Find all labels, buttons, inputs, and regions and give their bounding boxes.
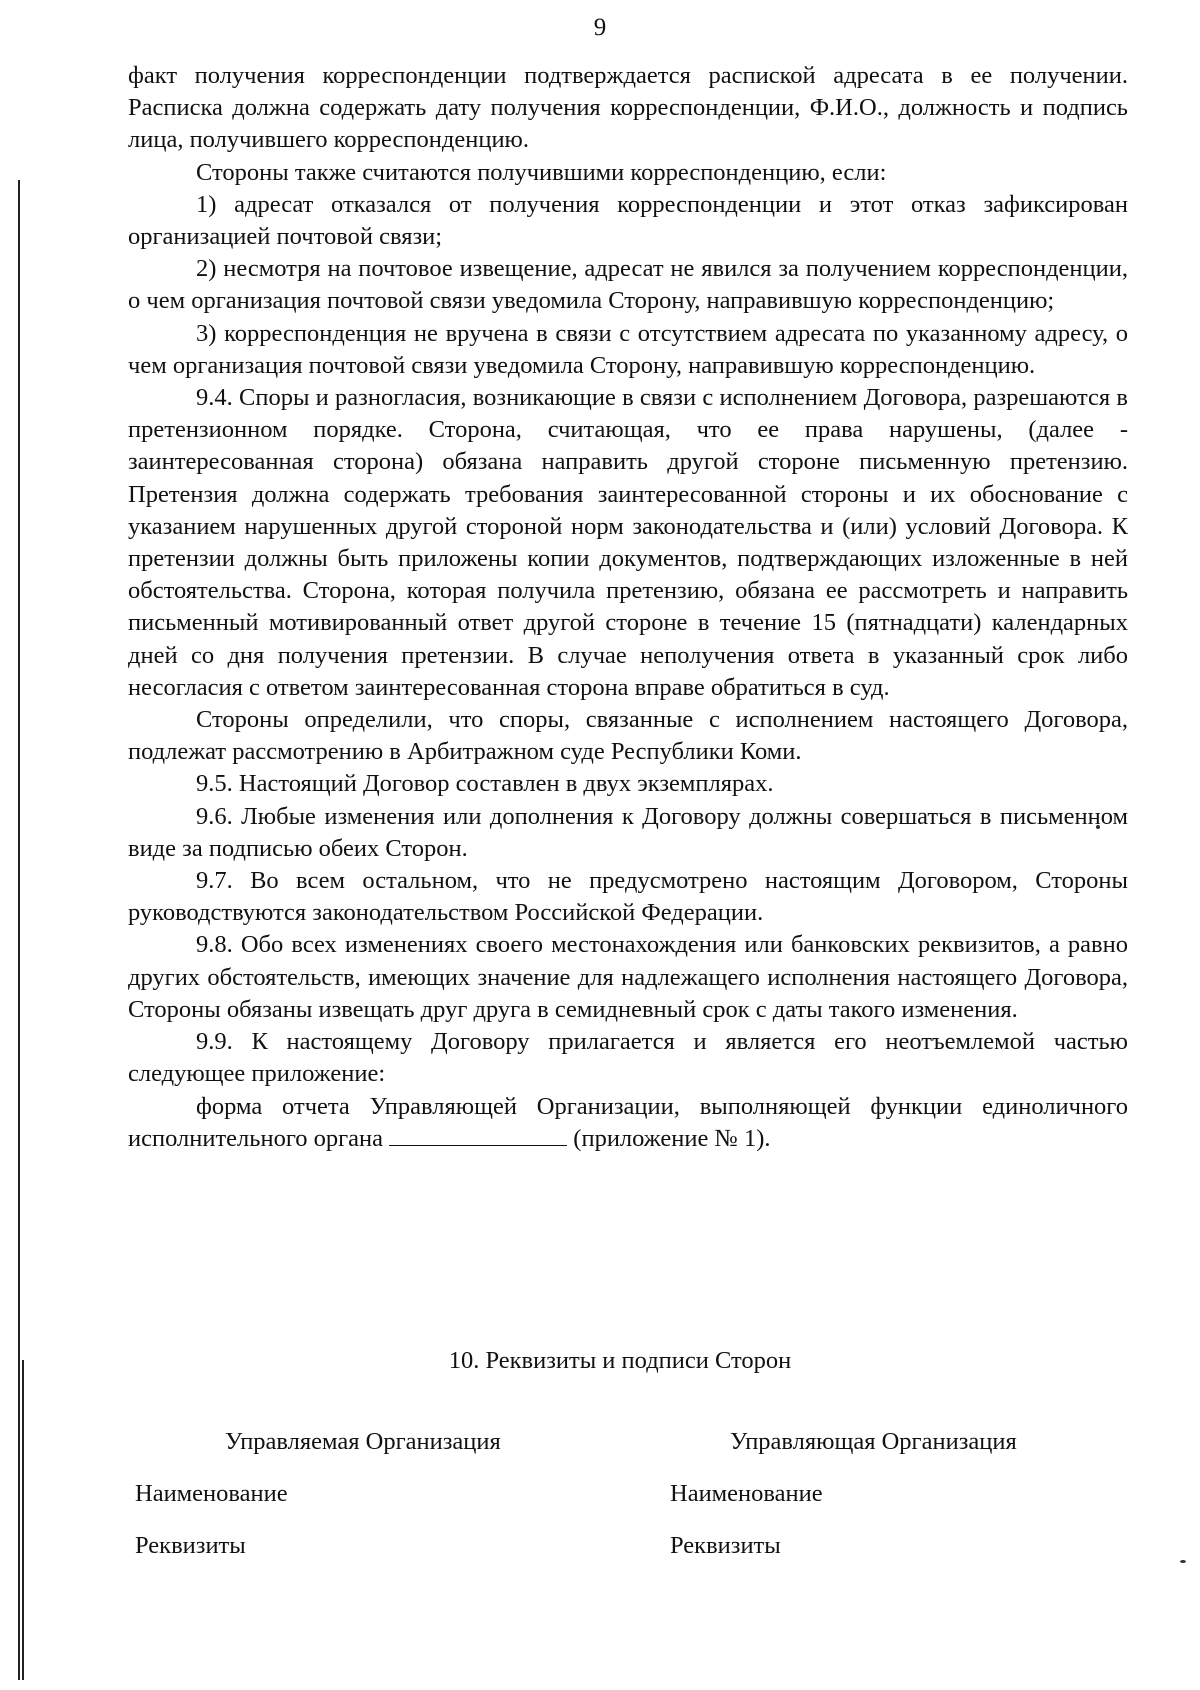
paragraph: 9.4. Споры и разногласия, возникающие в связи с исполнением Договора, разрешаются в претензионном порядке. Сторона, считающая, что ее права нарушены, (далее - заинтересованная сторона) обязана направить другой стороне письменную претензию. Претензия должна содержать требования заинтересованной стороны и их обоснование с указанием нарушенных другой стороной норм законодательства и (или) условий Договора. К претензии должны быть приложены копии документов, подтверждающих изложенные в ней обстоятельства. Сторона, которая получила претензию, обязана ее рассмотреть и направить письменный мотивированный ответ другой стороне в течение 15 (пятнадцати) календарных дней со дня получения претензии. В случае неполучения ответа в указанный срок либо несогласия с ответом заинтересованная сторона вправе обратиться в суд. — [128, 384, 1128, 701]
paragraph: 3) корреспонденция не вручена в связи с отсутствием адресата по указанному адресу, о чем организация почтовой связи уведомила Сторону, направившую корреспонденцию. — [128, 319, 1128, 379]
right-requisites-label: Реквизиты — [670, 1532, 781, 1559]
paragraph: Стороны также считаются получившими корреспонденцию, если: — [196, 158, 887, 186]
left-requisites-label: Реквизиты — [135, 1532, 246, 1559]
paragraph: 9.8. Обо всех изменениях своего местонахождения или банковских реквизитов, а равно других обстоятельств, имеющих значение для надлежащего исполнения настоящего Договора, Стороны обязаны извещать друг друга в семидневный срок с даты такого изменения. — [128, 931, 1128, 1023]
left-name-label: Наименование — [135, 1480, 288, 1507]
right-party-heading: Управляющая Организация — [730, 1428, 1017, 1455]
appendix-text: форма отчета Управляющей Организации, выполняющей функции единоличного исполнительного органа — [128, 1092, 1128, 1152]
paragraph: Стороны определили, что споры, связанные с исполнением настоящего Договора, подлежат рассмотрению в Арбитражном суде Республики Коми. — [128, 706, 1128, 766]
paragraph: 2) несмотря на почтовое извещение, адресат не явился за получением корреспонденции, о чем организация почтовой связи уведомила Сторону, направившую корреспонденцию; — [128, 255, 1128, 315]
right-name-label: Наименование — [670, 1480, 823, 1507]
blank-fill-line — [389, 1123, 567, 1146]
paragraph: факт получения корреспонденции подтверждается распиской адресата в ее получении. Расписка должна содержать дату получения корреспонденции, Ф.И.О., должность и подпись лица, получившего корреспонденцию. — [128, 62, 1128, 154]
left-party-heading: Управляемая Организация — [225, 1428, 501, 1455]
paragraph: 9.7. Во всем остальном, что не предусмотрено настоящим Договором, Стороны руководствуются законодательством Российской Федерации. — [128, 867, 1128, 927]
page-number: 9 — [593, 14, 607, 41]
paragraph: 9.5. Настоящий Договор составлен в двух экземплярах. — [196, 770, 774, 798]
paragraph: 9.9. К настоящему Договору прилагается и является его неотъемлемой частью следующее приложение: — [128, 1028, 1128, 1088]
paragraph: 1) адресат отказался от получения корреспонденции и этот отказ зафиксирован организацией почтовой связи; — [128, 190, 1128, 251]
scan-margin-line — [22, 1360, 24, 1680]
document-body — [128, 60, 1128, 1155]
scan-margin-line — [18, 180, 20, 1680]
appendix-paragraph — [128, 1091, 1128, 1155]
section-title: 10. Реквизиты и подписи Сторон — [448, 1347, 792, 1374]
appendix-text-end: (приложение № 1). — [567, 1124, 771, 1152]
scan-speck — [1180, 1560, 1186, 1563]
paragraph: 9.6. Любые изменения или дополнения к Договору должны совершаться в письменном виде за подписью обеих Сторон. — [128, 802, 1128, 862]
